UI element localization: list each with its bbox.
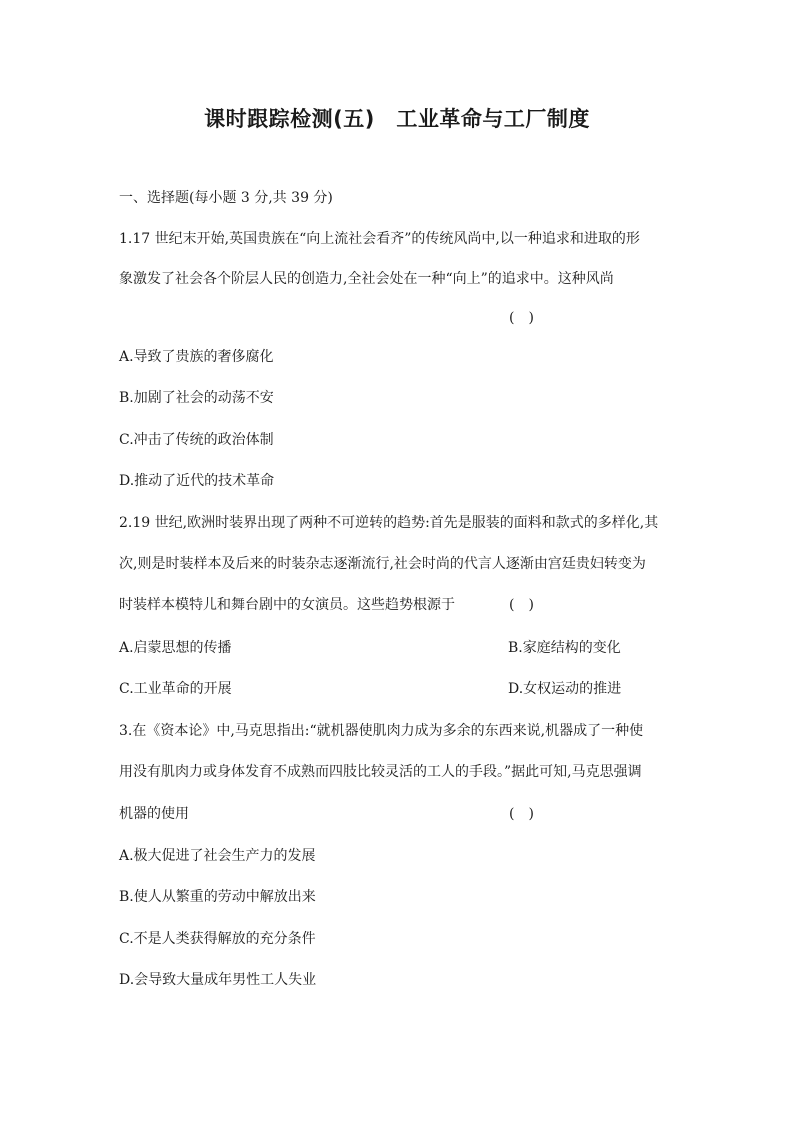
q3-option-a: A.极大促进了社会生产力的发展 — [119, 848, 316, 864]
q1-stem-line-1: 1.17 世纪末开始,英国贵族在“向上流社会看齐”的传统风尚中,以一种追求和进取的形 — [119, 231, 640, 247]
q3-option-d: D.会导致大量成年男性工人失业 — [119, 972, 317, 988]
q1-option-d: D.推动了近代的技术革命 — [119, 473, 275, 489]
q2-stem-line-1: 2.19 世纪,欧洲时装界出现了两种不可逆转的趋势:首先是服装的面料和款式的多样化,其 — [119, 515, 659, 531]
q3-option-b: B.使人从繁重的劳动中解放出来 — [119, 889, 316, 905]
page-title: 课时跟踪检测(五) 工业革命与工厂制度 — [204, 107, 590, 131]
q1-option-a: A.导致了贵族的奢侈腐化 — [119, 349, 274, 365]
q2-option-b: B.家庭结构的变化 — [508, 640, 621, 656]
q2-option-c: C.工业革命的开展 — [119, 681, 232, 697]
q3-stem-line-3: 机器的使用 — [119, 806, 189, 822]
q2-stem-line-2: 次,则是时装样本及后来的时装杂志逐渐流行,社会时尚的代言人逐渐由宫廷贵妇转变为 — [119, 556, 646, 572]
q1-stem-line-2: 象激发了社会各个阶层人民的创造力,全社会处在一种“向上”的追求中。这种风尚 — [119, 271, 614, 287]
q2-answer-bracket: ( ) — [509, 597, 534, 613]
q3-answer-bracket: ( ) — [509, 806, 534, 822]
q1-answer-bracket: ( ) — [509, 310, 534, 326]
q2-option-d: D.女权运动的推进 — [508, 681, 622, 697]
q1-option-c: C.冲击了传统的政治体制 — [119, 432, 274, 448]
q3-stem-line-1: 3.在《资本论》中,马克思指出:“就机器使肌肉力成为多余的东西来说,机器成了一种使 — [119, 723, 644, 739]
section-heading: 一、选择题(每小题 3 分,共 39 分) — [119, 190, 333, 206]
q2-option-a: A.启蒙思想的传播 — [119, 640, 232, 656]
q1-option-b: B.加剧了社会的动荡不安 — [119, 390, 274, 406]
q3-option-c: C.不是人类获得解放的充分条件 — [119, 931, 316, 947]
q2-stem-line-3: 时装样本模特儿和舞台剧中的女演员。这些趋势根源于 — [119, 597, 455, 613]
q3-stem-line-2: 用没有肌肉力或身体发育不成熟而四肢比较灵活的工人的手段。”据此可知,马克思强调 — [119, 764, 642, 780]
